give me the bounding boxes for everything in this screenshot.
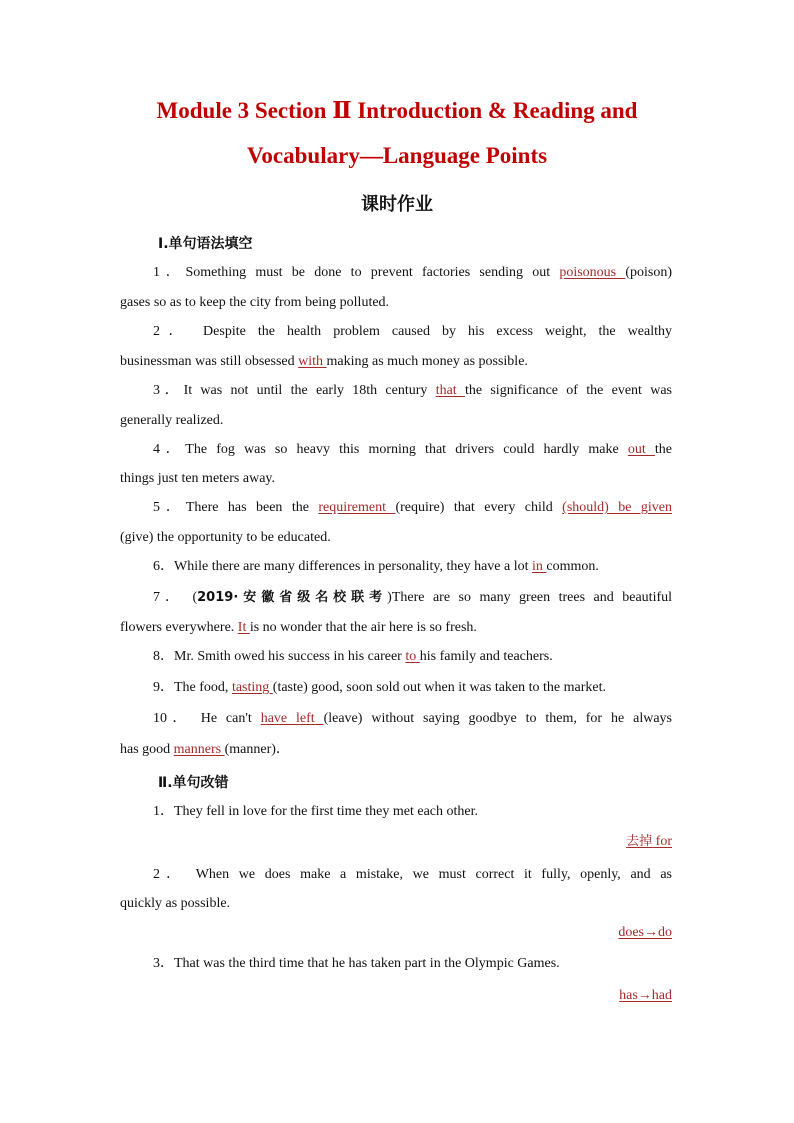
q2-answer: with bbox=[298, 354, 327, 369]
q4-answer: out bbox=[627, 442, 655, 457]
q3-line-1: 3．It was not until the early 18th century that the significance of the event was bbox=[153, 383, 672, 398]
q1-line-1: 1．Something must be done to prevent factories sending out poisonous (poison) bbox=[153, 265, 672, 280]
q10-line-2: has good manners (manner)． bbox=[120, 742, 290, 757]
q9-line-1: 9．The food, tasting (taste) good, soon sold out when it was taken to the market. bbox=[153, 680, 606, 695]
q6-line-1: 6．While there are many differences in personality, they have a lot in common. bbox=[153, 559, 599, 574]
title-line-2: Vocabulary—Language Points bbox=[246, 143, 548, 168]
e1-answer: 去掉 for bbox=[626, 834, 672, 849]
e2-line-2: quickly as possible. bbox=[120, 896, 231, 911]
q7-line-2: flowers everywhere. It is no wonder that the air here is so fresh. bbox=[120, 620, 477, 635]
title-line-1: Module 3 Section Ⅱ Introduction & Reading and bbox=[156, 98, 638, 123]
q5-line-2: (give) the opportunity to be educated. bbox=[120, 530, 331, 545]
q10-line-1: 10． He can't have left (leave) without saying goodbye to them, for he always bbox=[153, 711, 672, 726]
q3-answer: that bbox=[435, 383, 465, 398]
q3-line-2: generally realized. bbox=[120, 413, 224, 428]
q1-answer: poisonous bbox=[559, 265, 626, 280]
q8-line-1: 8．Mr. Smith owed his success in his career to his family and teachers. bbox=[153, 649, 553, 664]
q4-line-2: things just ten meters away. bbox=[120, 471, 276, 486]
q7-source: 2019·安徽省级名校联考 bbox=[197, 590, 388, 605]
q9-answer: tasting bbox=[231, 680, 273, 695]
q5-answer-2: (should) be given bbox=[562, 500, 672, 515]
q6-answer: in bbox=[532, 559, 547, 574]
q10-answer-1: have left bbox=[260, 711, 324, 726]
e2-answer: does→do bbox=[618, 925, 672, 940]
q4-line-1: 4．The fog was so heavy this morning that drivers could hardly make out the bbox=[153, 442, 672, 457]
q10-answer-2: manners bbox=[173, 742, 225, 757]
q2-line-2: businessman was still obsessed with making as much money as possible. bbox=[120, 354, 528, 369]
q2-line-1: 2． Despite the health problem caused by his excess weight, the wealthy bbox=[153, 324, 672, 339]
subtitle: 课时作业 bbox=[361, 194, 433, 215]
section-2-title: Ⅱ.单句改错 bbox=[158, 775, 229, 791]
section-1-title: Ⅰ.单句语法填空 bbox=[158, 236, 253, 252]
e2-line-1: 2． When we does make a mistake, we must correct it fully, openly, and as bbox=[153, 867, 672, 882]
q5-line-1: 5．There has been the requirement (require) that every child (should) be given bbox=[153, 500, 672, 515]
q5-answer-1: requirement bbox=[318, 500, 396, 515]
q7-line-1: 7． (2019·安徽省级名校联考)There are so many green trees and beautiful bbox=[153, 590, 673, 605]
q7-answer: It bbox=[237, 620, 250, 635]
q1-line-2: gases so as to keep the city from being polluted. bbox=[120, 295, 390, 310]
q8-answer: to bbox=[405, 649, 420, 664]
e3-question: 3．That was the third time that he has taken part in the Olympic Games. bbox=[153, 956, 560, 971]
e3-answer: has→had bbox=[619, 988, 672, 1003]
e1-question: 1．They fell in love for the first time they met each other. bbox=[153, 804, 479, 819]
